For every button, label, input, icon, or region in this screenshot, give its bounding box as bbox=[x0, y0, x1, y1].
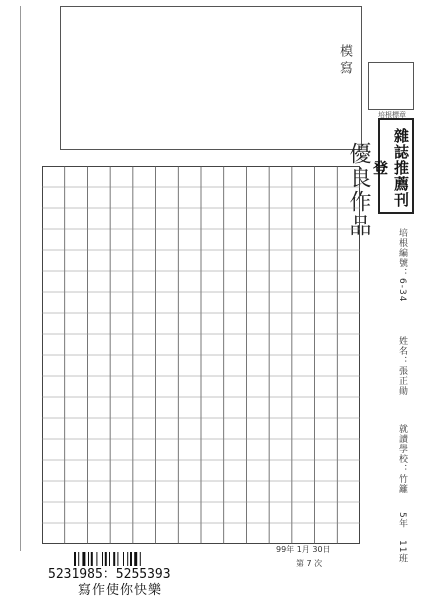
date-line: 99年 1月 30日 bbox=[276, 545, 331, 554]
slogan: 寫作使你快樂 bbox=[78, 583, 163, 598]
margin-rule bbox=[20, 6, 21, 551]
barcode-number: 5231985：5255393 bbox=[48, 567, 171, 582]
student-id: 培根編號：6-34 bbox=[397, 228, 407, 303]
merit-mark: 優良作品 bbox=[346, 142, 371, 238]
stamp-label: 模寫 bbox=[337, 44, 352, 78]
recommended-tag: 雜誌推薦刊登 bbox=[378, 118, 414, 214]
school-name: 就讀學校：竹籬 bbox=[397, 424, 407, 494]
corner-stamp-label: 培根標章 bbox=[378, 111, 406, 119]
page-count: 第 7 次 bbox=[296, 559, 323, 568]
corner-stamp-box bbox=[368, 62, 414, 110]
grade: 5年 bbox=[397, 512, 407, 529]
writing-grid bbox=[42, 166, 360, 544]
grid-lines bbox=[42, 166, 360, 544]
class: 11班 bbox=[397, 540, 407, 564]
stamp-box bbox=[60, 6, 362, 150]
student-name: 姓名：張正勛 bbox=[397, 336, 407, 396]
